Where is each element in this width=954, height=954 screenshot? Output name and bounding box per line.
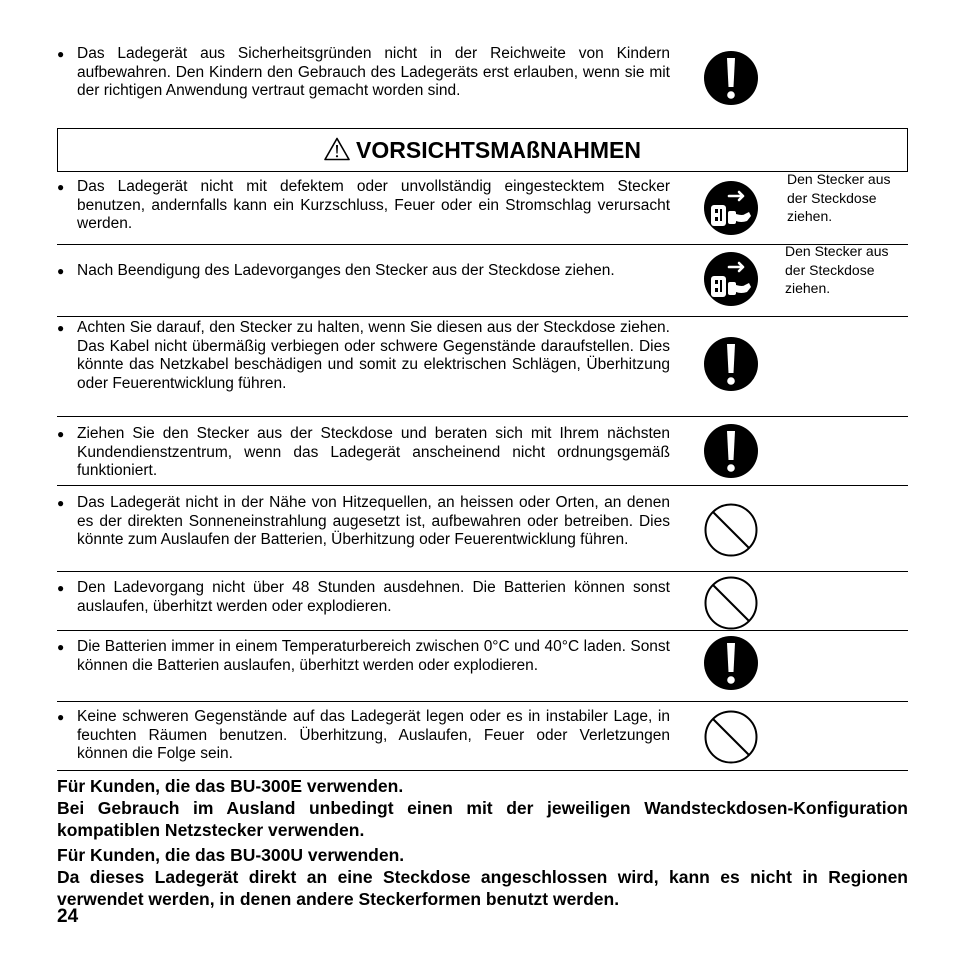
- item-text: Das Ladegerät nicht in der Nähe von Hitzequellen, an heissen oder Orten, an denen es der direkten Sonneneinstrahlung augesetzt ist, aufbewahren oder betreiben. Dies könnte zum Auslaufen der Batterien, Überhitzung oder Feuerentwicklung führen.: [77, 494, 670, 549]
- bullet: ●: [57, 180, 65, 194]
- bullet: ●: [57, 47, 65, 61]
- row-divider: [57, 701, 908, 702]
- bullet: ●: [57, 496, 65, 510]
- note-bu-300u: [57, 844, 908, 910]
- item-text: Keine schweren Gegenstände auf das Ladegerät legen oder es in instabiler Lage, in feuchten Räumen benutzen. Überhitzung, Auslaufen, Feuer oder Verletzungen können die Folge sein.: [77, 708, 670, 763]
- unplug-icon: [703, 180, 759, 236]
- row-divider: [57, 485, 908, 486]
- bullet: ●: [57, 264, 65, 278]
- item-text: Die Batterien immer in einem Temperaturbereich zwischen 0°C und 40°C laden. Sonst können die Batterien auslaufen, überhitzt werden oder explodieren.: [77, 638, 670, 674]
- note-heading: Für Kunden, die das BU-300U verwenden.: [57, 845, 405, 865]
- item-text: Das Ladegerät aus Sicherheitsgründen nicht in der Reichweite von Kindern aufbewahren. Den Kindern den Gebrauch des Ladegeräts erst erlauben, wenn sie mit der richtigen Anwendung vertraut gemacht worden sind.: [77, 45, 670, 100]
- item-text: Den Ladevorgang nicht über 48 Stunden ausdehnen. Die Batterien können sonst auslaufen, überhitzt werden oder explodieren.: [77, 579, 670, 615]
- mandatory-exclamation-icon: [703, 423, 759, 479]
- unplug-label: Den Stecker aus der Steckdose ziehen.: [785, 243, 889, 296]
- note-body: Da dieses Ladegerät direkt an eine Steckdose angeschlossen wird, kann es nicht in Regionen verwendet werden, in denen andere Steckerformen benutzt werden.: [57, 867, 908, 909]
- bullet: ●: [57, 321, 65, 335]
- warning-triangle-icon: [324, 137, 350, 161]
- banner-title: VORSICHTSMAßNAHMEN: [356, 137, 641, 163]
- item-text: Ziehen Sie den Stecker aus der Steckdose und beraten sich mit Ihrem nächsten Kundendienstzentrum, wenn das Ladegerät anscheinend nicht ordnungsgemäß funktioniert.: [77, 425, 670, 480]
- item-text: Das Ladegerät nicht mit defektem oder unvollständig eingestecktem Stecker benutzen, andernfalls kann ein Kurzschluss, Feuer oder ein Stromschlag verursacht werden.: [77, 178, 670, 233]
- item-text: Nach Beendigung des Ladevorganges den Stecker aus der Steckdose ziehen.: [77, 262, 615, 279]
- row-divider: [57, 770, 908, 771]
- prohibited-icon: [703, 575, 759, 631]
- unplug-icon: [703, 251, 759, 307]
- unplug-label: Den Stecker aus der Steckdose ziehen.: [787, 171, 891, 224]
- bullet: ●: [57, 710, 65, 724]
- mandatory-exclamation-icon: [703, 336, 759, 392]
- mandatory-exclamation-icon: [703, 50, 759, 106]
- row-divider: [57, 630, 908, 631]
- note-heading: Für Kunden, die das BU-300E verwenden.: [57, 776, 404, 796]
- mandatory-exclamation-icon: [703, 635, 759, 691]
- banner-heading: [58, 137, 907, 163]
- row-divider: [57, 571, 908, 572]
- bullet: ●: [57, 581, 65, 595]
- prohibited-icon: [703, 502, 759, 558]
- bullet: ●: [57, 640, 65, 654]
- row-divider: [57, 316, 908, 317]
- note-body: Bei Gebrauch im Ausland unbedingt einen mit der jeweiligen Wandsteckdosen-Konfiguration kompatiblen Netzstecker verwenden.: [57, 798, 908, 840]
- row-divider: [57, 416, 908, 417]
- note-bu-300e: [57, 775, 908, 841]
- bullet: ●: [57, 427, 65, 441]
- item-text: Achten Sie darauf, den Stecker zu halten, wenn Sie diesen aus der Steckdose ziehen. Das Kabel nicht übermäßig verbiegen oder schwere Gegenstände daraufstellen. Dies könnte das Netzkabel beschädigen und somit zu elektrischen Schlägen, Überhitzung oder Feuerentwicklung führen.: [77, 319, 670, 392]
- precautions-banner: [57, 128, 908, 172]
- prohibited-icon: [703, 709, 759, 765]
- row-divider: [57, 244, 908, 245]
- page-number: 24: [57, 906, 79, 927]
